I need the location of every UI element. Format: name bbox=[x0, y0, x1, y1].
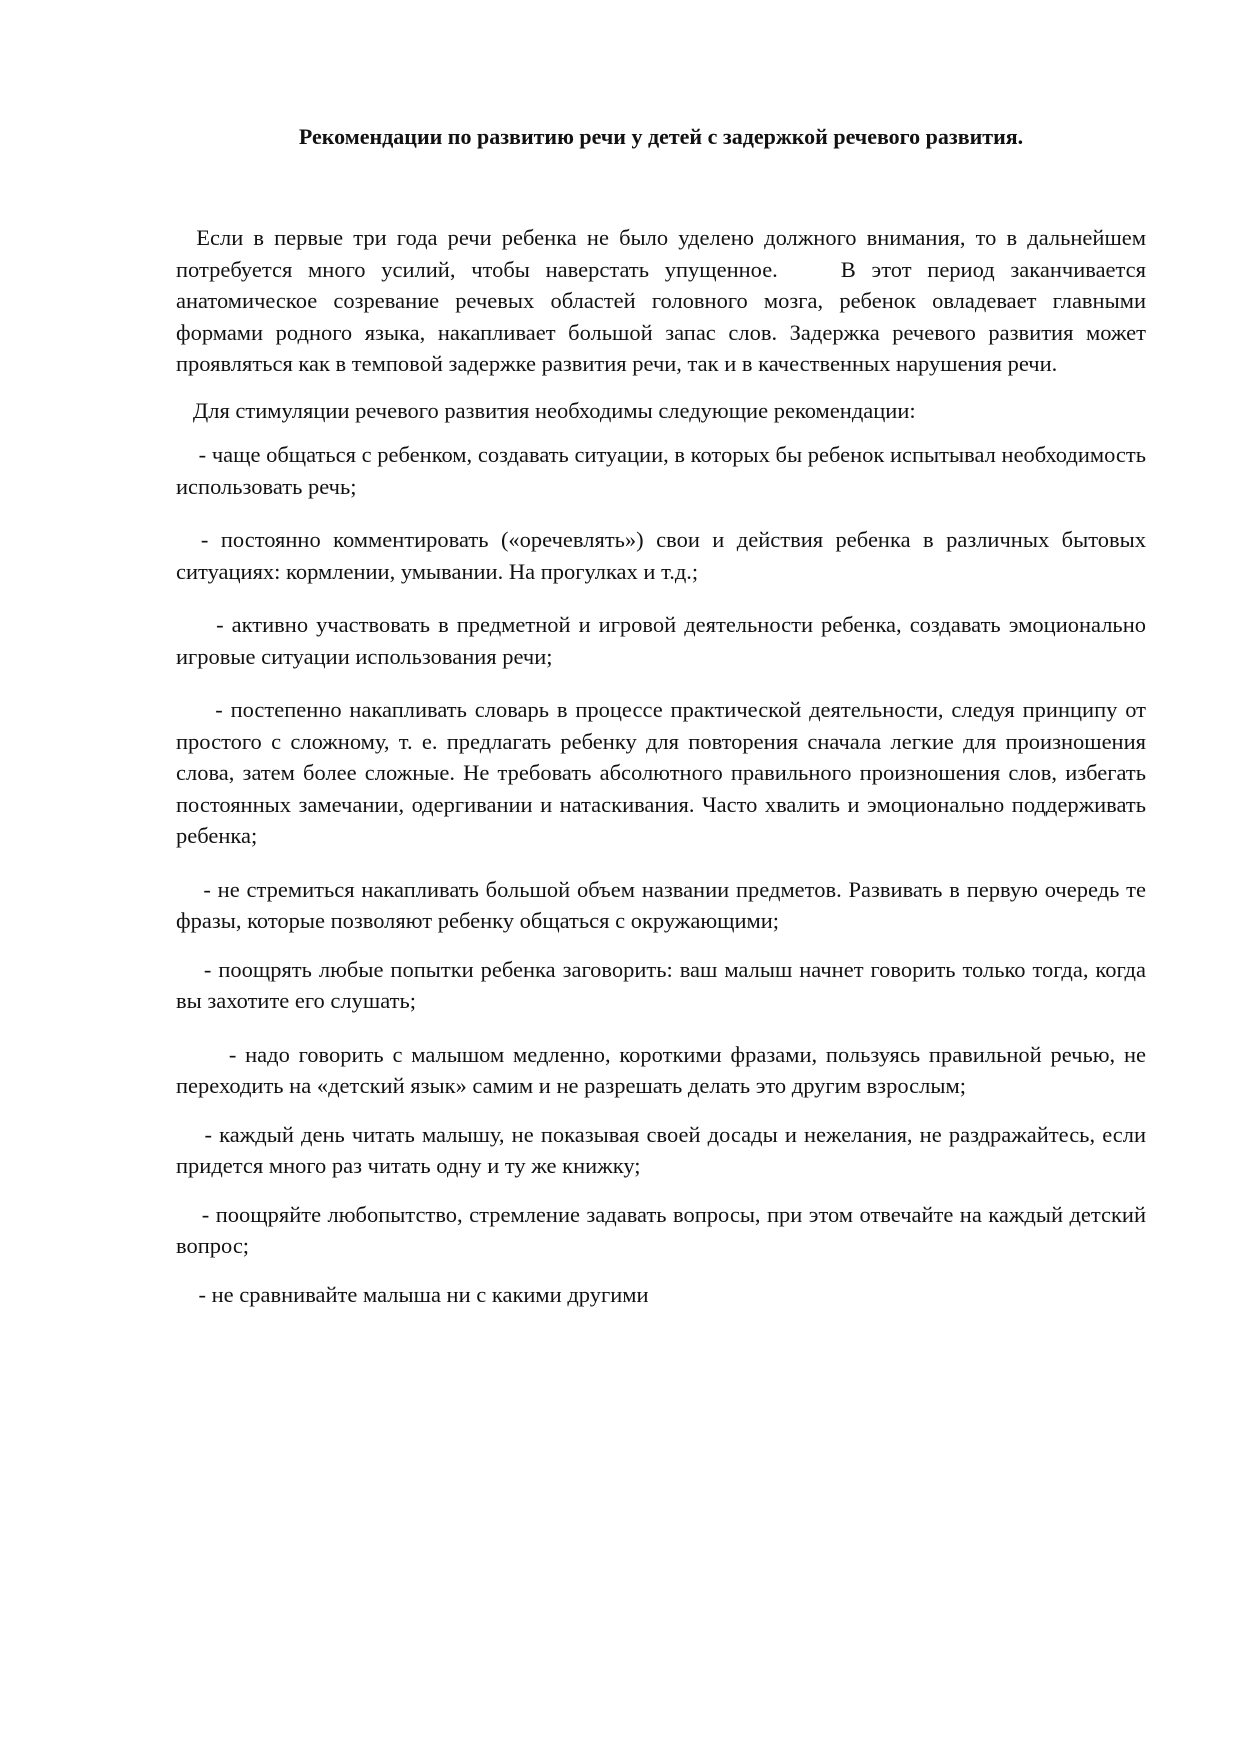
recommendation-item: - не сравнивайте малыша ни с какими другими bbox=[176, 1281, 649, 1307]
lead-paragraph: Для стимуляции речевого развития необходимы следующие рекомендации: bbox=[176, 397, 916, 423]
document-title: Рекомендации по развитию речи у детей с задержкой речевого развития. bbox=[298, 124, 1024, 149]
recommendation-item: - постоянно комментировать («оречевлять») свои и действия ребенка в различных бытовых ситуациях: кормлении, умывании. На прогулках и т.д.; bbox=[176, 527, 1152, 584]
recommendation-item: - не стремиться накапливать большой объем названии предметов. Развивать в первую очередь те фразы, которые позволяют ребенку общаться с окружающими; bbox=[176, 876, 1152, 933]
recommendation-item: - чаще общаться с ребенком, создавать ситуации, в которых бы ребенок испытывал необходимость использовать речь; bbox=[176, 442, 1152, 499]
document-body bbox=[176, 222, 1152, 1310]
recommendation-item: - постепенно накапливать словарь в процессе практической деятельности, следуя принципу от простого с сложному, т. е. предлагать ребенку для повторения сначала легкие для произношения слова, затем более сложные. Не требовать абсолютного правильного произношения слов, избегать постоянных замечании, одергивании и натаскивания. Часто хвалить и эмоционально поддерживать ребенка; bbox=[176, 697, 1152, 848]
recommendation-item: - надо говорить с малышом медленно, короткими фразами, пользуясь правильной речью, не переходить на «детский язык» самим и не разрешать делать это другим взрослым; bbox=[176, 1041, 1152, 1098]
intro-paragraph: Если в первые три года речи ребенка не было уделено должного внимания, то в дальнейшем потребуется много усилий, чтобы наверстать упущенное. В этот период заканчивается анатомическое созревание речевых областей головного мозга, ребенок овладевает главными формами родного языка, накапливает большой запас слов. Задержка речевого развития может проявляться как в темповой задержке развития речи, так и в качественных нарушения речи. bbox=[176, 225, 1152, 376]
recommendation-item: - каждый день читать малышу, не показывая своей досады и нежелания, не раздражайтесь, если придется много раз читать одну и ту же книжку; bbox=[176, 1121, 1152, 1178]
recommendation-item: - поощряйте любопытство, стремление задавать вопросы, при этом отвечайте на каждый детский вопрос; bbox=[176, 1201, 1152, 1258]
recommendation-item: - поощрять любые попытки ребенка заговорить: ваш малыш начнет говорить только тогда, когда вы захотите его слушать; bbox=[176, 956, 1152, 1013]
recommendation-item: - активно участвовать в предметной и игровой деятельности ребенка, создавать эмоционально игровые ситуации использования речи; bbox=[176, 612, 1152, 669]
